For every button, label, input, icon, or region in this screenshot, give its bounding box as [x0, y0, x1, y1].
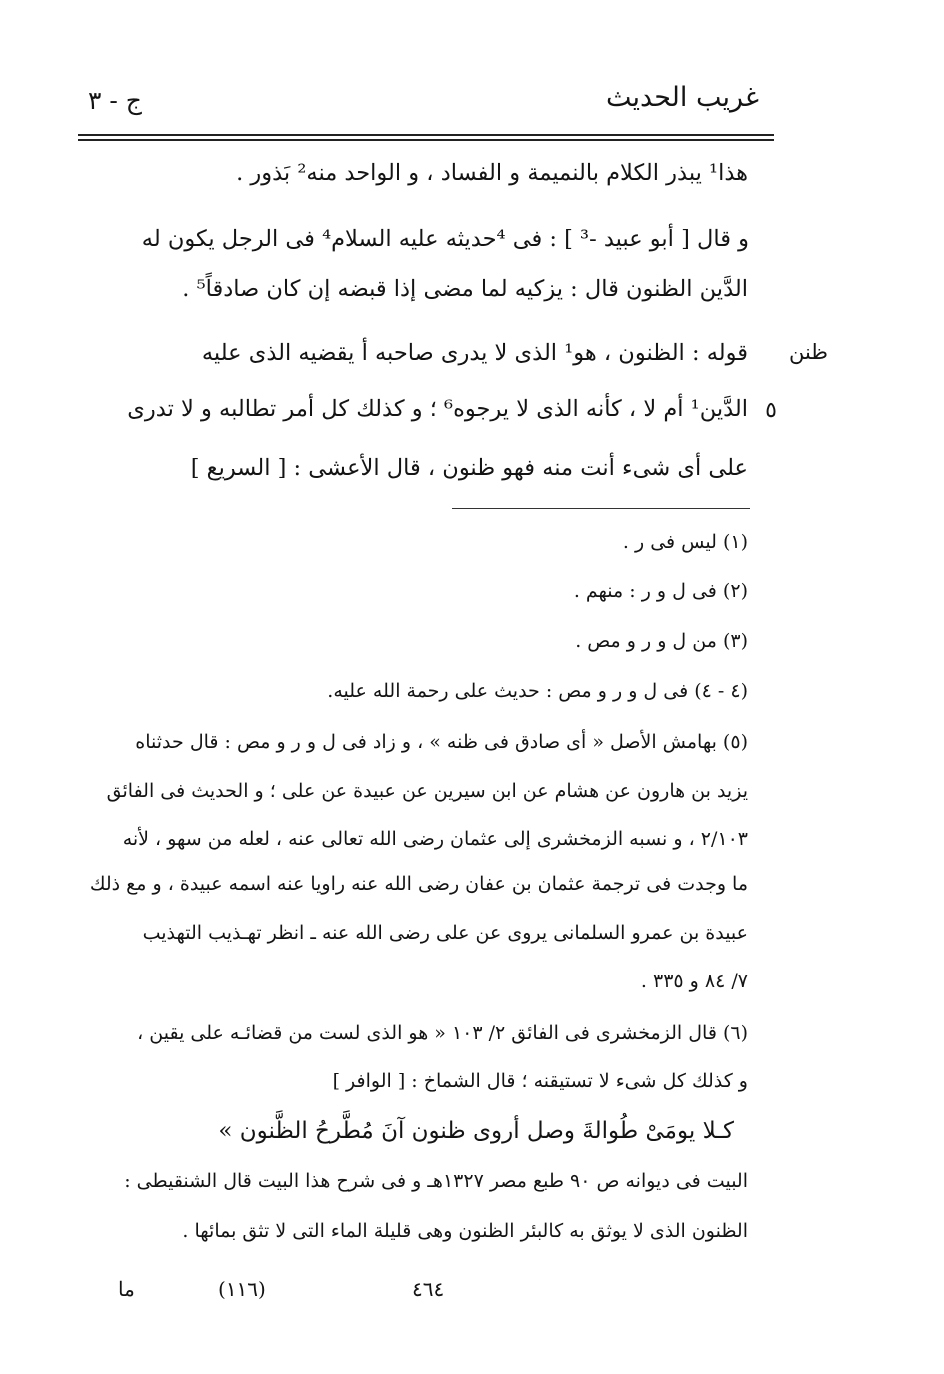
footnote-1: (١) ليس فى ر . — [622, 531, 748, 553]
sheet-number: (١١٦) — [218, 1277, 266, 1301]
running-title: غريب الحديث — [606, 82, 759, 113]
footnote-2: (٢) فى ل و ر : منهم . — [573, 580, 748, 602]
footnote-4: (٤ - ٤) فى ل و ر و مص : حديث على رحمة الله عليه. — [327, 680, 748, 702]
footnote-6-line-4: البيت فى ديوانه ص ٩٠ طبع مصر ١٣٢٧هـ و فى شرح هذا البيت قال الشنقيطى : — [124, 1170, 748, 1192]
main-line-1: هذا¹ يبذر الكلام بالنميمة و الفساد ، و الواحد منه² بَذور . — [236, 160, 748, 186]
footnote-separator — [452, 508, 750, 509]
volume-label: ج - ٣ — [88, 86, 142, 115]
footnote-6-line-5: الظنون الذى لا يوثق به كالبئر الظنون وهى قليلة الماء التى لا تثق بمائها . — [182, 1220, 748, 1242]
header-rule-top — [78, 134, 774, 136]
margin-root-word: ظنن — [788, 340, 828, 364]
footnote-5-line-4: ما وجدت فى ترجمة عثمان بن عفان رضى الله عنه راويا عنه اسمه عبيدة ، و مع ذلك — [89, 873, 748, 895]
main-line-4: قوله : الظنون ، هو¹ الذى لا يدرى صاحبه أ يقضيه الذى عليه — [201, 340, 748, 366]
footnote-5-line-3: ٢/١٠٣ ، و نسبه الزمخشرى إلى عثمان رضى الله تعالى عنه ، لعله من سهو ، لأنه — [122, 828, 748, 850]
footnote-6-line-1: (٦) قال الزمخشرى فى الفائق ٢/ ١٠٣ « هو الذى لست من قضائـه على يقين ، — [137, 1022, 748, 1044]
footnote-5-line-6: ٧/ ٨٤ و ٣٣٥ . — [640, 970, 748, 992]
footnote-3: (٣) من ل و ر و مص . — [575, 630, 748, 652]
footnote-5-line-5: عبيدة بن عمرو السلمانى يروى عن على رضى الله عنه ـ انظر تهـذيب التهذيب — [142, 922, 748, 944]
footnote-5-line-2: يزيد بن هارون عن هشام عن ابن سيرين عن عبيدة عن على ؛ و الحديث فى الفائق — [106, 780, 748, 802]
main-line-3: الدَّين الظنون قال : يزكيه لما مضى إذا قبضه إن كان صادقاً⁵ . — [182, 276, 748, 302]
header-rule-bottom — [78, 139, 774, 141]
page-number: ٤٦٤ — [412, 1277, 445, 1301]
footnote-6-verse: كـلا يومَىْ طُوالةَ وصل أروى ظنون آنَ مُطَّرحُ الظَّنون » — [218, 1118, 734, 1144]
catchword: ما — [118, 1277, 135, 1301]
main-line-5: الدَّين¹ أم لا ، كأنه الذى لا يرجوه⁶ ؛ و كذلك كل أمر تطالبه و لا تدرى — [127, 396, 748, 422]
main-line-6: على أى شىء أنت منه فهو ظنون ، قال الأعشى : [ السريع ] — [190, 455, 748, 481]
footnote-5-line-1: (٥) بهامش الأصل « أى صادق فى ظنه » ، و زاد فى ل و ر و مص : قال حدثناه — [135, 731, 748, 753]
main-line-2: و قال [ أبو عبيد -³ ] : فى ⁴حديثه عليه السلام⁴ فى الرجل يكون له — [141, 226, 749, 252]
line-number: ٥ — [765, 398, 777, 423]
footnote-6-line-2: و كذلك كل شىء لا تستيقنه ؛ قال الشماخ : [ الوافر ] — [332, 1070, 748, 1092]
